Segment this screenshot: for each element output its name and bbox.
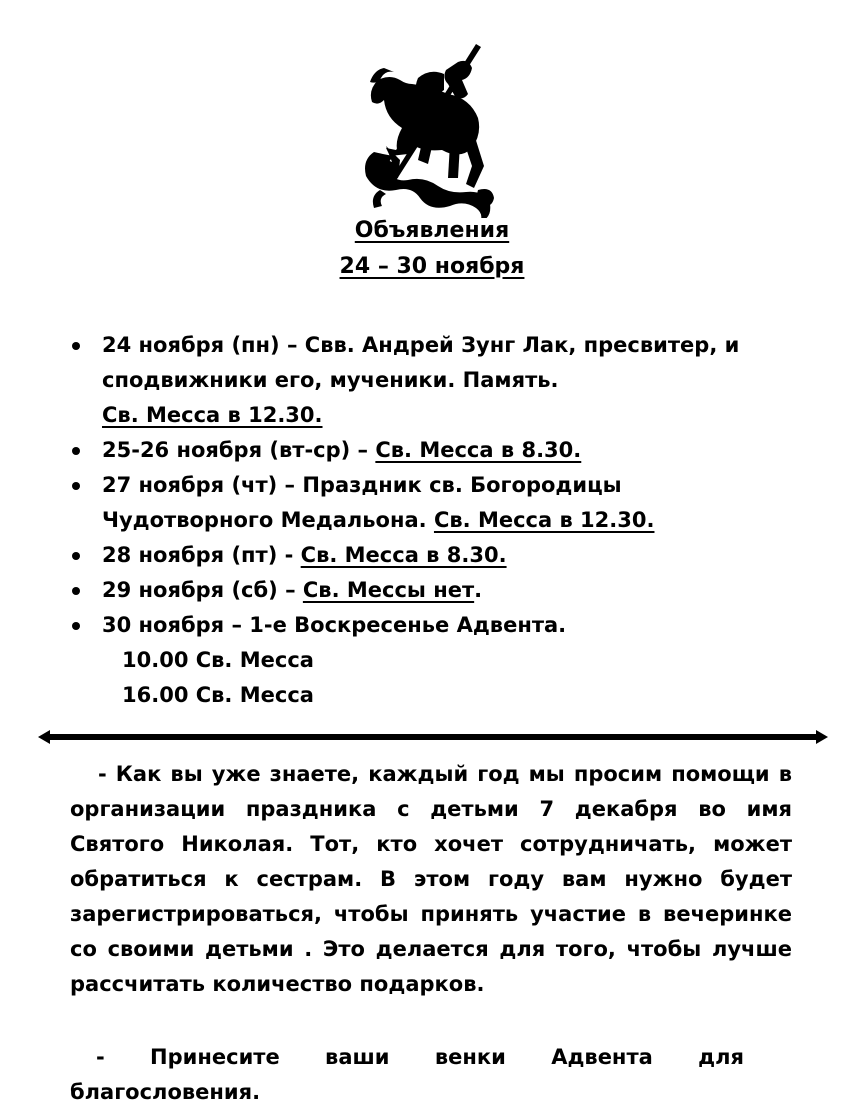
bullet-icon [72,447,80,455]
mass-time: Св. Месса в 8.30. [300,543,507,567]
list-item: 24 ноября (пн) – Свв. Андрей Зунг Лак, пресвитер, и сподвижники его, мученики. Память. Св. Месса в 12.30. [60,328,840,433]
mass-time: Св. Мессы нет [302,578,475,602]
date-range: 24 – 30 ноября [339,254,525,279]
announcement-paragraph: - Как вы уже знаете, каждый год мы просим помощи в организации праздника с детьми 7 декабря во имя Святого Николая. Тот, кто хочет сотрудничать, может обратиться к сестрам. В этом году вам нужно будет зарегистрироваться, чтобы принять участие в вечеринке со своими детьми . Это делается для того, чтобы лучше рассчитать количество подарков. [70,762,792,996]
list-item: 28 ноября (пт) - Св. Месса в 8.30. [60,538,840,573]
announcement-paragraph: - Принесите ваши венки Адвента для благословения. [70,1045,744,1104]
mass-time: Св. Месса в 12.30. [433,508,655,532]
mass-time: 10.00 Св. Месса [122,648,314,672]
mass-time: Св. Месса в 12.30. [102,403,323,427]
bullet-icon [72,552,80,560]
saint-george-icon [360,40,500,218]
schedule-list [60,328,840,713]
divider [38,728,828,746]
mass-time: 16.00 Св. Месса [122,683,314,707]
page-title: Объявления [354,218,510,243]
list-item: 27 ноября (чт) – Праздник св. Богородицы Чудотворного Медальона. Св. Месса в 12.30. [60,468,840,538]
bullet-icon [72,622,80,630]
bullet-icon [72,342,80,350]
list-item: 25-26 ноября (вт-ср) – Св. Месса в 8.30. [60,433,840,468]
list-item: 30 ноября – 1-е Воскресенье Адвента. 10.00 Св. Месса 16.00 Св. Месса [60,608,840,713]
bullet-icon [72,482,80,490]
mass-time: Св. Месса в 8.30. [375,438,582,462]
list-item: 29 ноября (сб) – Св. Мессы нет. [60,573,840,608]
bullet-icon [72,587,80,595]
